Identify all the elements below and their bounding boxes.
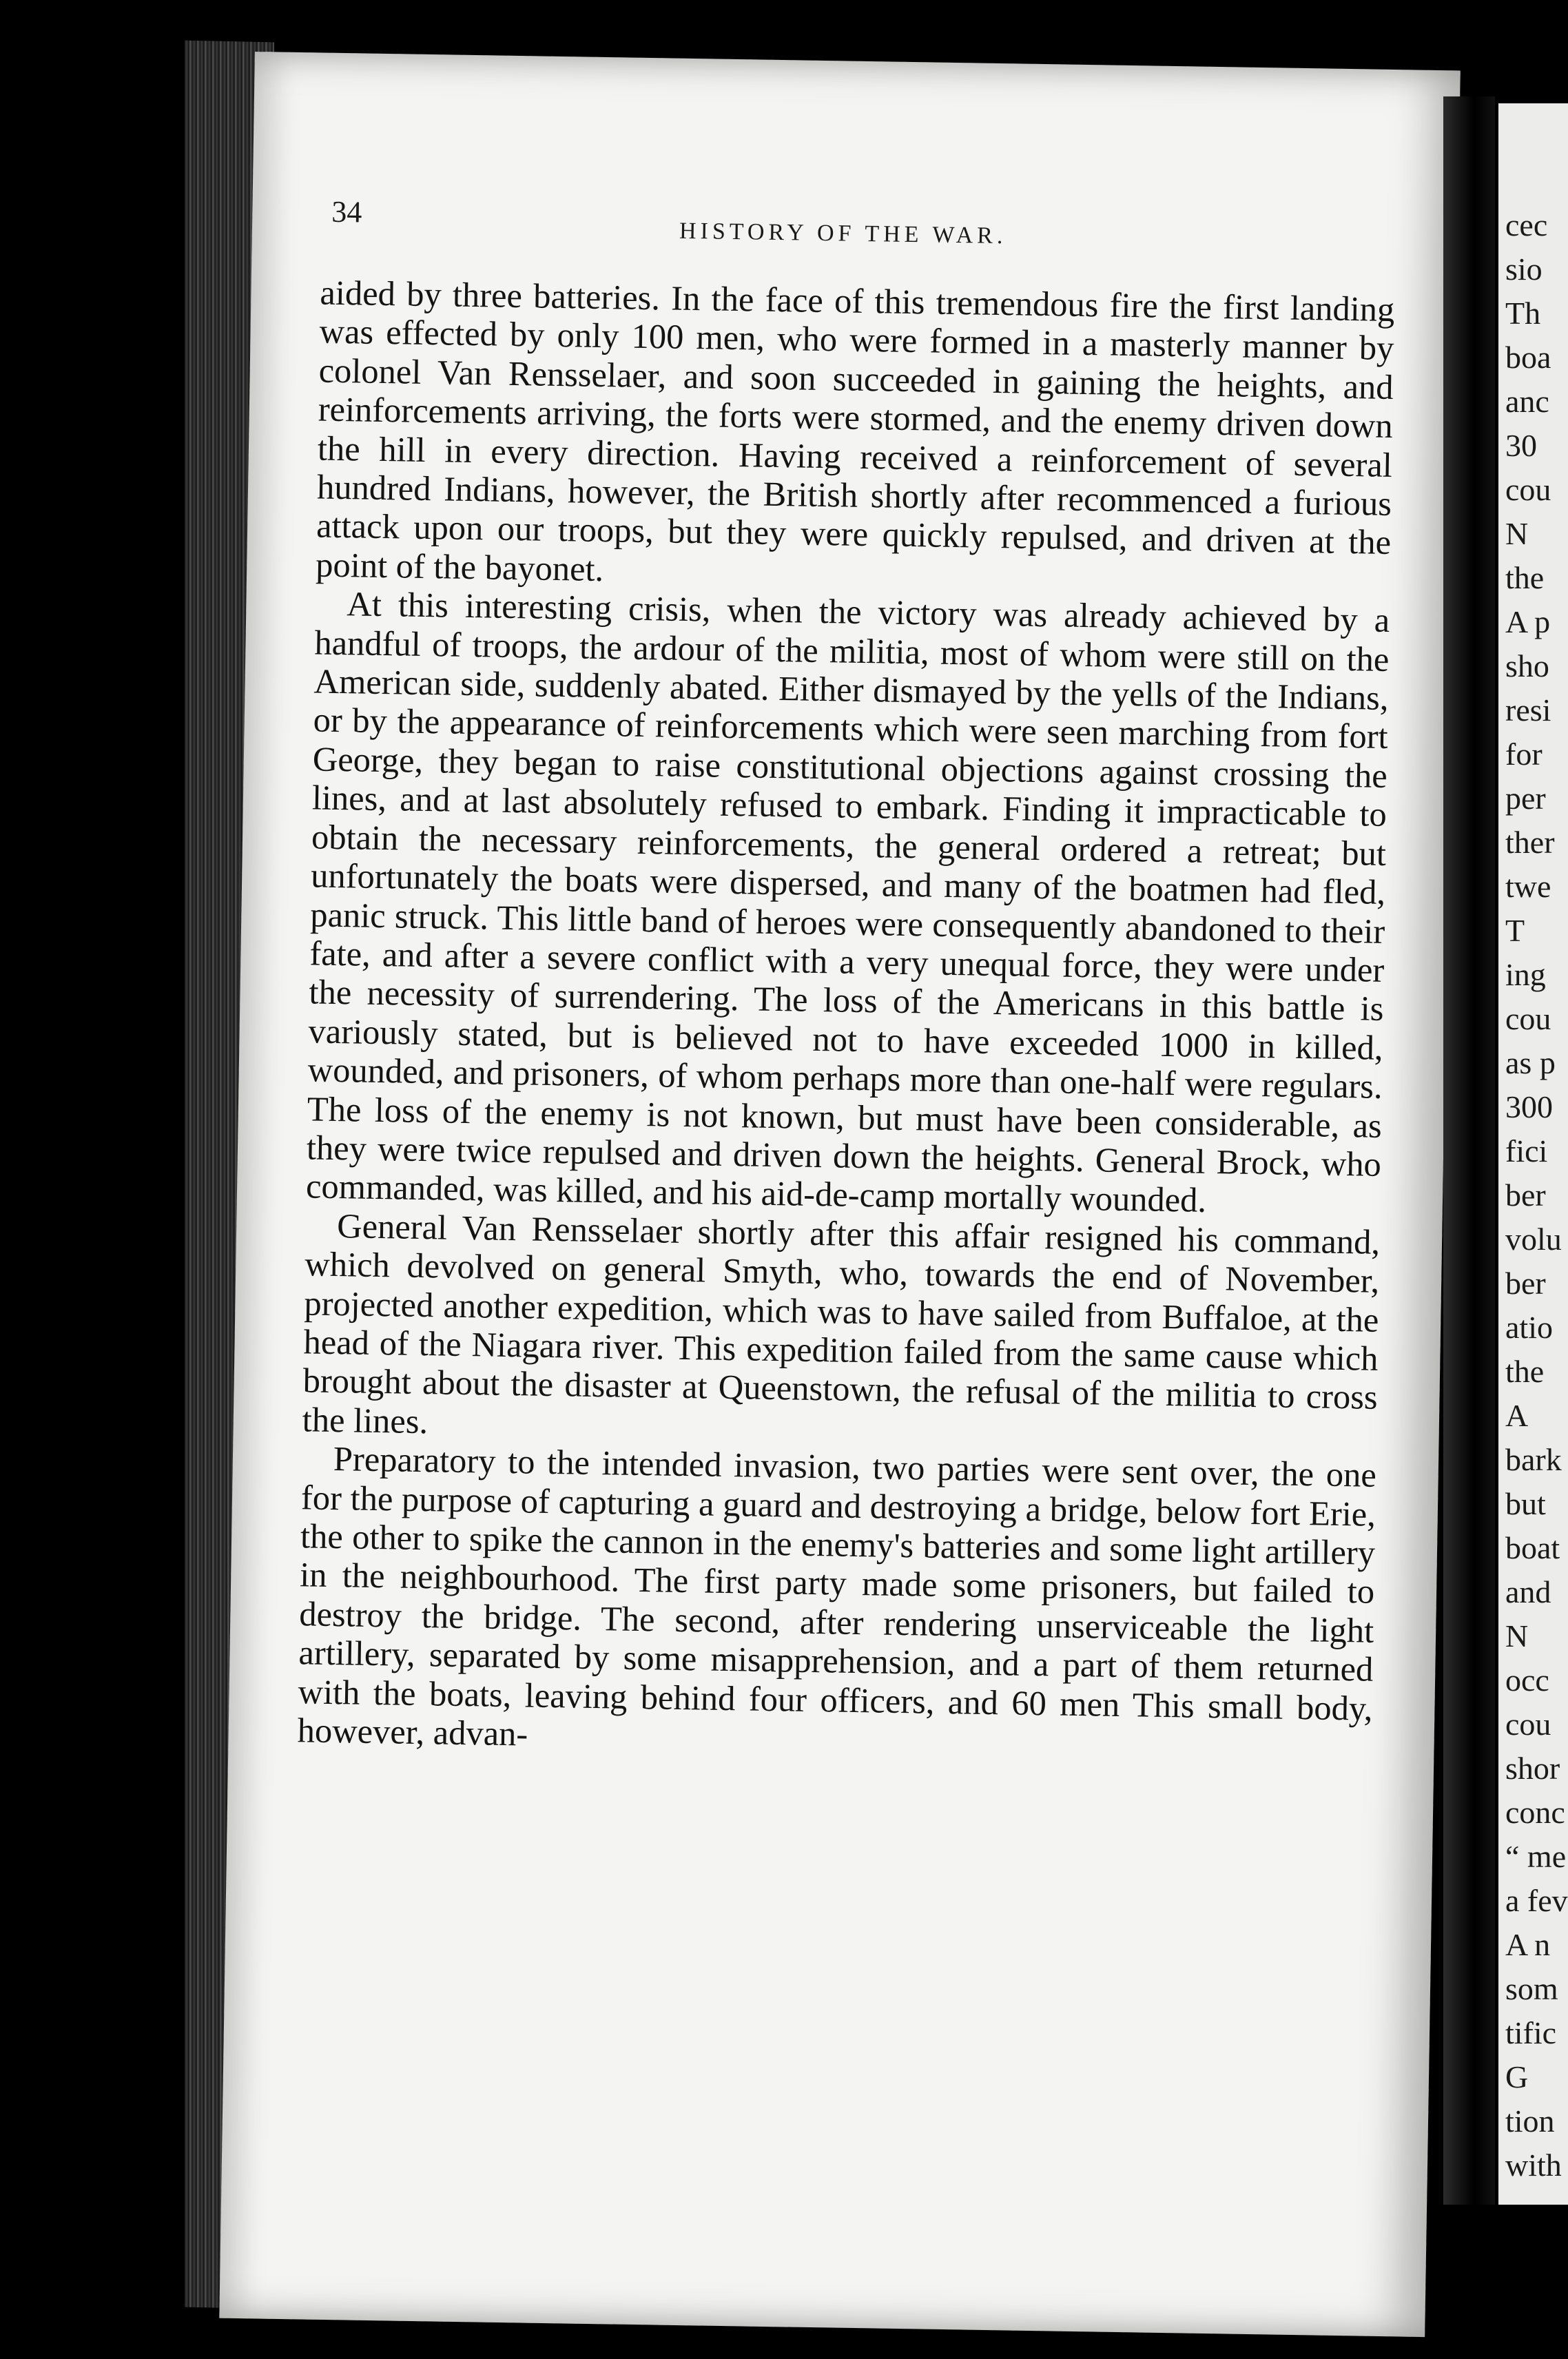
facing-page-fragment: A [1505,1398,1529,1433]
facing-page-fragment: tific [1505,2015,1557,2050]
facing-page-fragment: cou [1505,1001,1551,1036]
paragraph: At this interesting crisis, when the victory was already achieved by a handful of troops, the ardour of the militia, most of whom were still on the American side, suddenly abated. Either dismayed by the yells of the Indians, or by the appearance of reinforcements which were seen marching from fort George, they began to raise constitutional objections against crossing the lines, and at last absolutely refused to embark. Finding it impracticable to obtain the necessary reinforcements, the general ordered a retreat; but unfortunately the boats were dispersed, and many of the boatmen had fled, panic struck. This little band of heroes were consequently abandoned to their fate, and after a severe conflict with a very unequal force, they were under the necessity of surrendering. The loss of the Americans in this battle is variously stated, but is believed not to have exceeded 1000 in killed, wounded, and prisoners, of whom perhaps more than one-half were regulars. The loss of the enemy is not known, but must have been considerable, as they were twice repulsed and driven down the heights. General Brock, who commanded, was killed, and his aid-de-camp mortally wounded. [305,584,1390,1220]
facing-page-fragment: shor [1505,1751,1560,1786]
facing-page-fragment: A p [1505,604,1551,639]
facing-page-fragment: the [1505,1354,1545,1389]
facing-page-fragment: tion [1505,2103,1555,2139]
facing-page-fragment: a fev [1505,1883,1568,1918]
facing-page-fragment: as p [1505,1045,1556,1080]
facing-page-fragment: 300 [1505,1089,1553,1124]
facing-page-fragment: G [1505,2059,1529,2094]
facing-page-fragment: and [1505,1574,1551,1609]
paragraph: Preparatory to the intended invasion, two parties were sent over, the one for the purpose of capturing a guard and destroying a bridge, below fort Erie, the other to spike the cannon in the enemy's batteries and some light artillery in the neighbourhood. The first party made some prisoners, but failed to destroy the bridge. The second, after rendering unserviceable the light artillery, separated by some misapprehension, and a part of them returned with the boats, leaving behind four officers, and 60 men This small body, however, advan- [297,1439,1377,1753]
facing-page-fragment: “ me [1505,1839,1567,1874]
facing-page-fragment: ther [1505,825,1555,860]
paragraph: aided by three batteries. In the face of this tremendous fire the first landing was effected by only 100 men, who were formed in a masterly manner by colonel Van Rensselaer, and soon succeeded in gaining the heights, and reinforcements arriving, the forts were stormed, and the enemy driven down the hill in every direction. Having received a reinforcement of several hundred Indians, however, the British shortly after recommenced a furious attack upon our troops, but they were quickly repulsed, and driven at the point of the bayonet. [315,273,1395,588]
facing-page-fragment: twe [1505,869,1551,904]
facing-page-fragment: ber [1505,1266,1546,1301]
facing-page-fragment: occ [1505,1662,1549,1698]
facing-page-fragment: cou [1505,1707,1551,1742]
facing-page-fragment: boa [1505,340,1551,375]
facing-page-fragment: cec [1505,207,1548,243]
facing-page-fragment: fici [1505,1133,1548,1168]
facing-page-fragment: with [1505,2147,1562,2183]
facing-page-fragment: the [1505,560,1545,595]
facing-page-fragment: but [1505,1486,1546,1521]
facing-page-fragment: N [1505,516,1529,551]
facing-page-fragment: per [1505,781,1546,816]
facing-page-fragment: Th [1505,296,1541,331]
facing-page-fragment: sio [1505,251,1543,287]
facing-page-fragment: sho [1505,648,1549,683]
body-text [297,274,1394,1767]
left-page [219,52,1460,2337]
facing-page-fragment: N [1505,1618,1529,1654]
facing-page-fragment: boat [1505,1530,1560,1565]
paragraph: General Van Rensselaer shortly after this affair resigned his command, which devolved on general Smyth, who, towards the end of November, projected another expedition, which was to have sailed from Buffaloe, at the head of the Niagara river. This expedition failed from the same cause which brought about the disaster at Queenstown, the refusal of the militia to cross the lines. [302,1206,1381,1441]
facing-page-fragment: conc [1505,1795,1565,1830]
running-head: HISTORY OF THE WAR. [679,218,1007,249]
facing-page-fragment: cou [1505,472,1551,507]
facing-page-fragment: ing [1505,957,1546,992]
facing-page-fragment: for [1505,736,1543,772]
facing-page-fragment: A n [1505,1927,1551,1962]
facing-page-fragment: ber [1505,1177,1546,1213]
facing-page-edge [1498,103,1568,2205]
facing-page-fragment: resi [1505,692,1551,728]
facing-page-fragment: 30 [1505,428,1537,463]
facing-page-fragment: som [1505,1971,1558,2006]
facing-page-fragment: T [1505,913,1525,948]
facing-page-fragment: atio [1505,1310,1553,1345]
facing-page-fragment: volu [1505,1222,1562,1257]
facing-page-fragment: bark [1505,1442,1562,1477]
page-number: 34 [331,194,362,229]
facing-page-fragment: anc [1505,384,1549,419]
book-gutter [1443,96,1495,2205]
